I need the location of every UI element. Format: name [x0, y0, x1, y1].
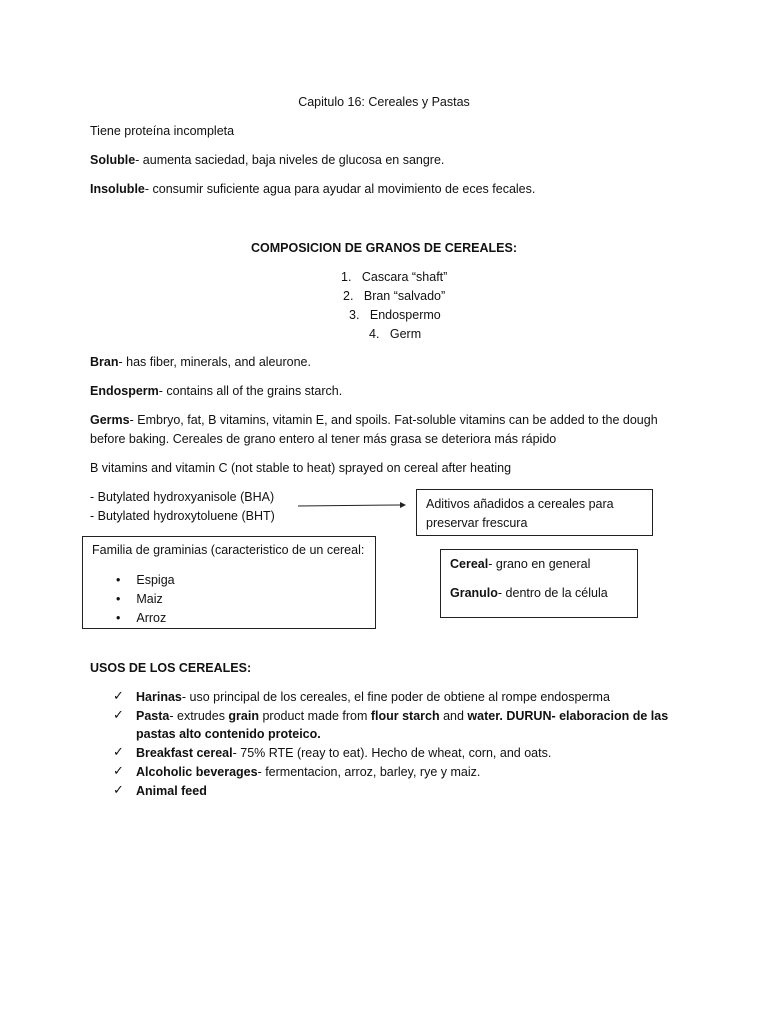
bran-term: Bran [90, 355, 119, 369]
usos-pasta-line-2 [136, 726, 321, 742]
pasta-durun: DURUN- elaboracion de las [502, 709, 669, 723]
cereal-term: Cereal [450, 557, 489, 571]
pasta-flour: flour starch [370, 709, 440, 723]
check-icon: ✓ [113, 688, 124, 703]
familia-item [116, 572, 175, 588]
familia-item [116, 591, 163, 607]
insoluble-term: Insoluble [90, 182, 145, 196]
endosperm-term: Endosperm [90, 384, 159, 398]
pasta-term: Pasta [136, 709, 170, 723]
cereal-text: - grano en general [488, 557, 591, 571]
insoluble-line [90, 181, 535, 197]
endosperm-line [90, 383, 342, 399]
bran-text: - has fiber, minerals, and aleurone. [118, 355, 311, 369]
pasta-water: water. [467, 709, 503, 723]
cereal-box [440, 549, 638, 618]
composicion-item [343, 288, 445, 304]
granulo-text: - dentro de la célula [497, 586, 608, 600]
arrow-right-icon [296, 498, 408, 512]
familia-title: Familia de graminias (caracteristico de un cereal: [92, 543, 365, 557]
composicion-item-num: 4. [369, 327, 380, 341]
composicion-item [369, 326, 421, 342]
familia-box [82, 536, 376, 629]
germs-term: Germs [90, 413, 130, 427]
aditivos-line-2: preservar frescura [426, 516, 528, 530]
preservative-item: - Butylated hydroxyanisole (BHA) [90, 490, 275, 504]
soluble-text: - aumenta saciedad, baja niveles de glucosa en sangre. [135, 153, 445, 167]
usos-animal [136, 783, 207, 799]
composicion-item [341, 269, 447, 285]
bullet-icon: • [116, 573, 121, 587]
check-icon: ✓ [113, 707, 124, 722]
intro-line: Tiene proteína incompleta [90, 124, 235, 138]
pasta-text-3: and [439, 709, 468, 723]
composicion-heading [0, 240, 768, 256]
harinas-term: Harinas [136, 690, 182, 704]
composicion-item-num: 2. [343, 289, 354, 303]
page-title: Capitulo 16: Cereales y Pastas [298, 95, 470, 109]
bullet-icon: • [116, 611, 121, 625]
germs-line [90, 412, 658, 428]
pasta-line-2: pastas alto contenido proteico. [136, 727, 321, 741]
bran-line [90, 354, 311, 370]
animal-term: Animal feed [136, 784, 207, 798]
usos-alcoholic [136, 764, 480, 780]
usos-breakfast [136, 745, 551, 761]
harinas-text: - uso principal de los cereales, el fine poder de obtiene al rompe endosperma [181, 690, 610, 704]
bullet-icon: • [116, 592, 121, 606]
composicion-item-num: 3. [349, 308, 360, 322]
familia-item-label: Maiz [136, 592, 163, 606]
composicion-item-label: Endospermo [369, 308, 441, 322]
alcoholic-term: Alcoholic beverages [136, 765, 258, 779]
vitamins-note: B vitamins and vitamin C (not stable to heat) sprayed on cereal after heating [90, 461, 512, 475]
germs-line-2: before baking. Cereales de grano entero al tener más grasa se deteriora más rápido [90, 432, 557, 446]
composicion-item-label: Cascara “shaft” [361, 270, 448, 284]
composicion-item-num: 1. [341, 270, 352, 284]
pasta-text-2: product made from [258, 709, 371, 723]
granulo-line [450, 585, 608, 601]
usos-heading [90, 660, 251, 676]
check-icon: ✓ [113, 744, 124, 759]
composicion-item-label: Bran “salvado” [363, 289, 446, 303]
aditivos-line-1: Aditivos añadidos a cereales para [426, 497, 614, 511]
germs-text: - Embryo, fat, B vitamins, vitamin E, and spoils. Fat-soluble vitamins can be added to the dough [129, 413, 658, 427]
breakfast-text: - 75% RTE (reay to eat). Hecho de wheat, corn, and oats. [232, 746, 552, 760]
composicion-heading-text: COMPOSICION DE GRANOS DE CEREALES: [251, 241, 517, 255]
composicion-item [349, 307, 441, 323]
preservative-item: - Butylated hydroxytoluene (BHT) [90, 509, 275, 523]
composicion-item-label: Germ [389, 327, 422, 341]
familia-item-label: Arroz [136, 611, 167, 625]
usos-harinas [136, 689, 610, 705]
cereal-line [450, 556, 590, 572]
endosperm-text: - contains all of the grains starch. [158, 384, 343, 398]
granulo-term: Granulo [450, 586, 498, 600]
check-icon: ✓ [113, 763, 124, 778]
soluble-term: Soluble [90, 153, 136, 167]
soluble-line [90, 152, 444, 168]
aditivos-box [416, 489, 653, 536]
usos-pasta [136, 708, 668, 724]
familia-item [116, 610, 166, 626]
alcoholic-text: - fermentacion, arroz, barley, rye y maiz. [257, 765, 481, 779]
pasta-text-1: - extrudes [169, 709, 229, 723]
breakfast-term: Breakfast cereal [136, 746, 233, 760]
pasta-grain: grain [228, 709, 259, 723]
insoluble-text: - consumir suficiente agua para ayudar al movimiento de eces fecales. [144, 182, 536, 196]
check-icon: ✓ [113, 782, 124, 797]
familia-item-label: Espiga [136, 573, 175, 587]
usos-heading-text: USOS DE LOS CEREALES: [90, 661, 252, 675]
